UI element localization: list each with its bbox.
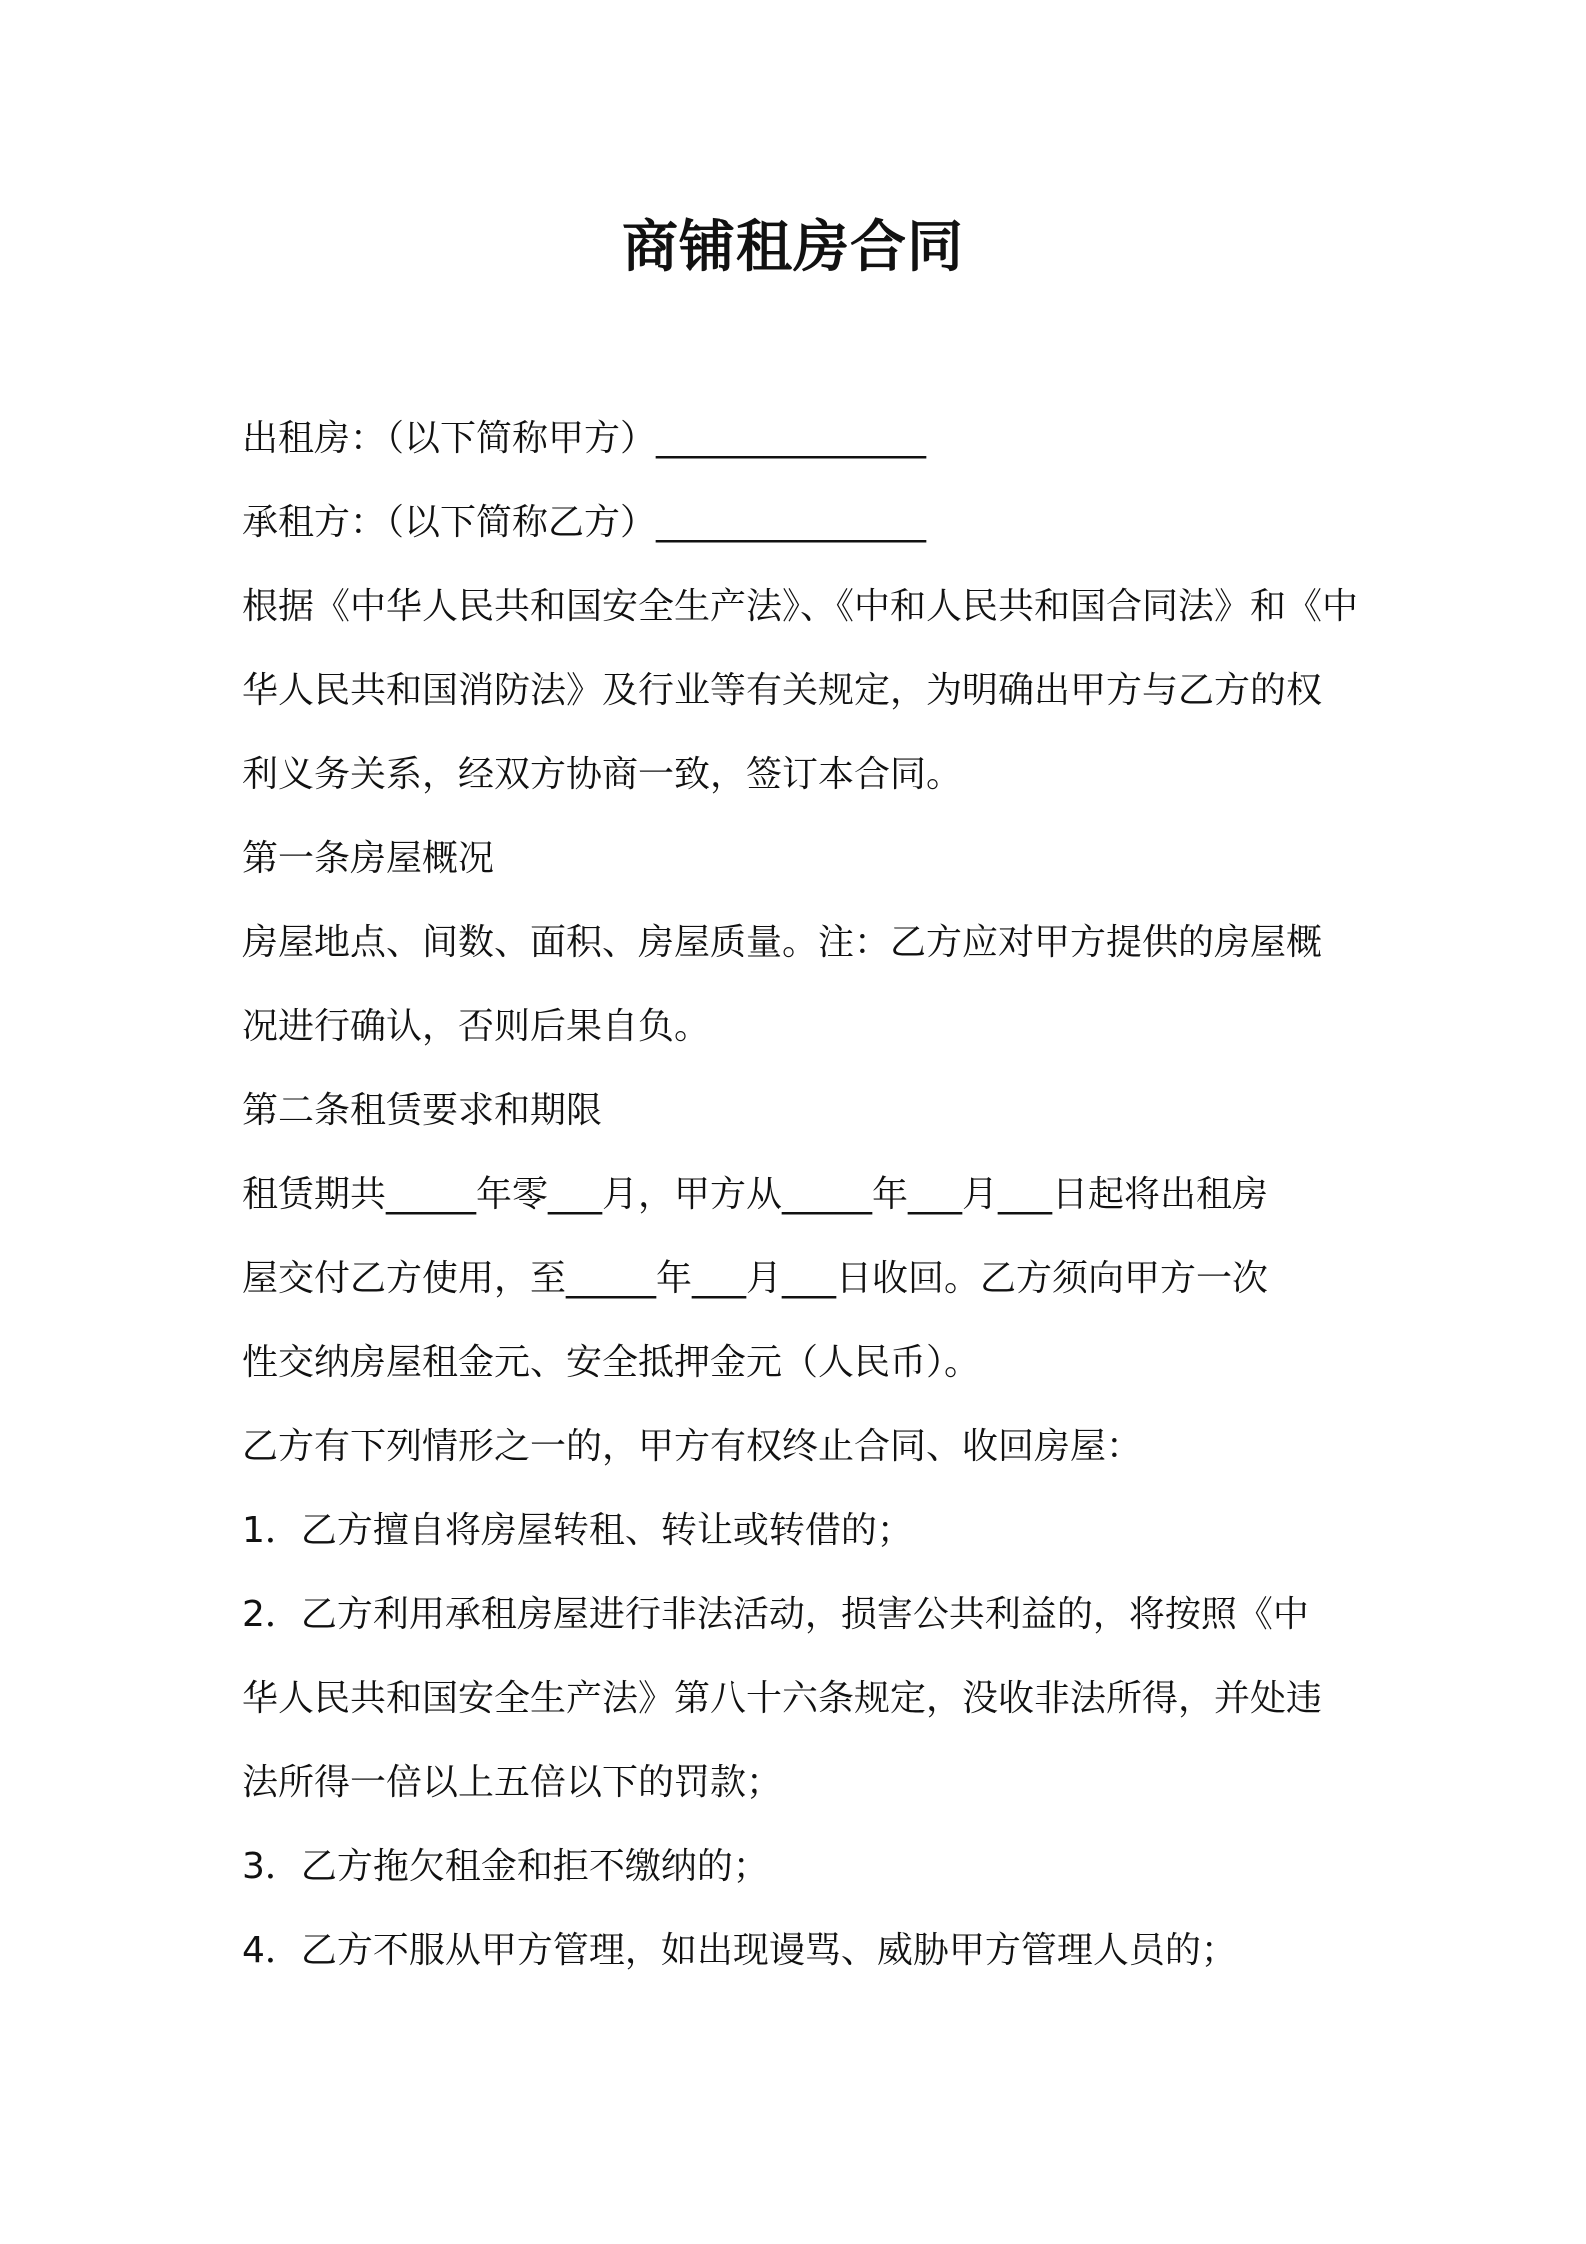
lessor-line: 出租房：（以下简称甲方）_______________ xyxy=(242,418,927,459)
document-body xyxy=(242,397,1362,1993)
article-2-heading: 第二条租赁要求和期限 xyxy=(242,1090,603,1131)
article-2-line-2: 屋交付乙方使用，至_____年___月___日收回。乙方须向甲方一次 xyxy=(242,1258,1269,1299)
article-2-line-3: 性交纳房屋租金元、安全抵押金元（人民币）。 xyxy=(242,1342,981,1383)
termination-item-2-line-1: 2．乙方利用承租房屋进行非法活动，损害公共利益的，将按照《中 xyxy=(242,1594,1309,1635)
termination-item-4: 4．乙方不服从甲方管理，如出现谩骂、威胁甲方管理人员的； xyxy=(242,1930,1237,1971)
preamble-line-2: 华人民共和国消防法》及行业等有关规定，为明确出甲方与乙方的权 xyxy=(242,670,1323,711)
article-1-line-1: 房屋地点、间数、面积、房屋质量。注：乙方应对甲方提供的房屋概 xyxy=(242,922,1323,963)
article-1-line-2: 况进行确认，否则后果自负。 xyxy=(242,1006,711,1047)
article-1-heading: 第一条房屋概况 xyxy=(242,838,495,879)
termination-item-3: 3．乙方拖欠租金和拒不缴纳的； xyxy=(242,1846,769,1887)
termination-item-2-line-3: 法所得一倍以上五倍以下的罚款； xyxy=(242,1762,783,1803)
document-title: 商铺租房合同 xyxy=(622,215,964,280)
termination-intro: 乙方有下列情形之一的，甲方有权终止合同、收回房屋： xyxy=(242,1426,1143,1467)
preamble-line-1: 根据《中华人民共和国安全生产法》、《中和人民共和国合同法》和《中 xyxy=(242,586,1359,627)
lessee-line: 承租方：（以下简称乙方）_______________ xyxy=(242,502,927,543)
termination-item-1: 1．乙方擅自将房屋转租、转让或转借的； xyxy=(242,1510,913,1551)
termination-item-2-line-2: 华人民共和国安全生产法》第八十六条规定，没收非法所得，并处违 xyxy=(242,1678,1323,1719)
article-2-line-1: 租赁期共_____年零___月，甲方从_____年___月___日起将出租房 xyxy=(242,1174,1269,1215)
preamble-line-3: 利义务关系，经双方协商一致，签订本合同。 xyxy=(242,754,963,795)
